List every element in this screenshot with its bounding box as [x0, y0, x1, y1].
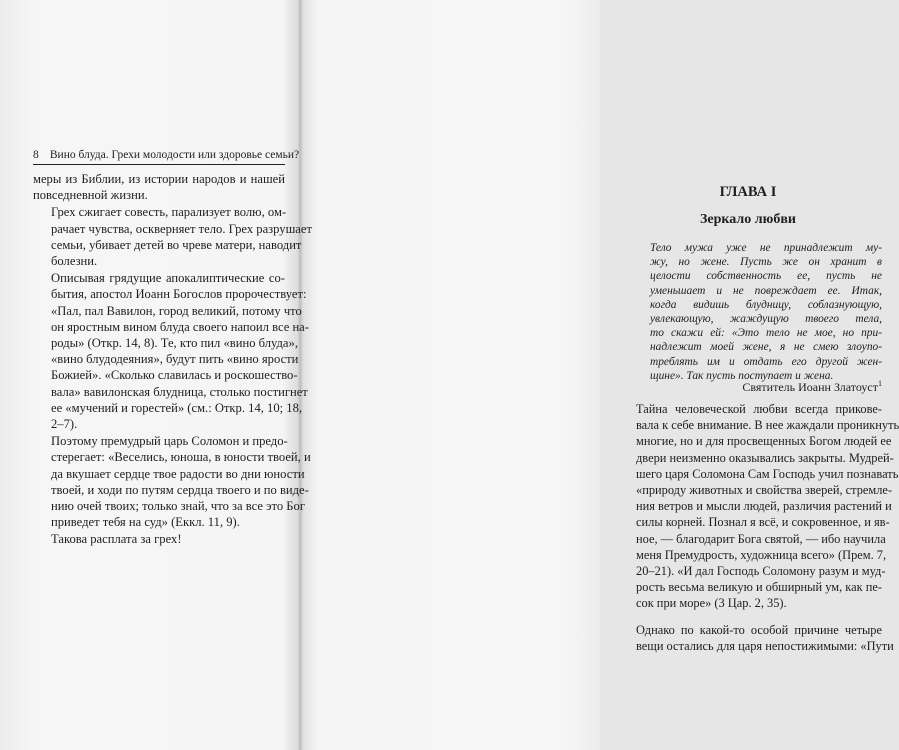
text-line: Однако по какой-то особой причине четыре — [636, 622, 882, 637]
attribution-author: Святитель Иоанн Златоуст — [742, 380, 878, 394]
epigraph-line: когда видишь блудницу, соблазнующую, — [650, 298, 882, 311]
text-line: меры из Библии, из истории народов и нашей — [33, 172, 285, 186]
left-text-block — [33, 171, 312, 549]
paragraph — [33, 531, 285, 547]
text-line: повседневной жизни. — [33, 188, 148, 203]
text-line: «Пал, пал Вавилон, город великий, потому что — [51, 303, 302, 318]
running-head-title: Вино блуда. Грехи молодости или здоровье семьи? — [49, 149, 300, 161]
epigraph-line: то скажи ей: «Это тело не мое, но при- — [650, 327, 882, 340]
text-line: шего царя Соломона Сам Господь учил познавать — [636, 466, 899, 481]
text-line: двери неизменно оказывались закрыты. Мудрей- — [636, 450, 894, 465]
text-line: семьи, убивает детей во чреве матери, наводит — [51, 237, 302, 252]
epigraph-line: Тело мужа уже не принадлежит му- — [650, 242, 882, 254]
text-line: силы корней. Познал я всё, и сокровенное, и яв- — [636, 515, 890, 530]
text-line: вещи остались для царя непостижимыми: «Пути — [636, 638, 894, 653]
text-line: Описывая грядущие апокалиптические со- — [51, 271, 285, 286]
text-line: нию очей твоих; только знай, что за все это Бог — [51, 499, 305, 514]
text-line: болезни. — [51, 254, 98, 269]
text-line: ее «мучений и горестей» (см.: Откр. 14, 10; 18, — [51, 400, 303, 415]
chapter-label: ГЛАВА I — [719, 184, 777, 200]
epigraph-line: жу, но жене. Пусть же он хранит в — [650, 256, 882, 269]
paragraph — [33, 204, 312, 269]
text-line: твоей, и ходи по путям сердца твоего и по виде- — [51, 482, 309, 497]
text-line: сок при море» (3 Цар. 2, 35). — [636, 596, 787, 611]
paragraph — [33, 171, 285, 203]
epigraph-attribution — [618, 379, 882, 395]
epigraph-line: щине». Так пусть поступает и жена. — [650, 369, 834, 382]
footnote-mark: 1 — [878, 379, 882, 388]
paragraph — [33, 270, 309, 432]
paragraph — [618, 401, 899, 612]
text-line: Тайна человеческой любви всегда прикове- — [636, 402, 882, 416]
epigraph-line: увлекающую, жаждущую твоего тела, — [650, 313, 882, 326]
text-line: роды» (Откр. 14, 8). Те, кто пил «вино блуда», — [51, 336, 298, 351]
text-line: стерегает: «Веселись, юноша, в юности твоей, и — [51, 450, 311, 465]
chapter-title: Зеркало любви — [700, 212, 796, 227]
epigraph-line: надлежит моей жене, я не смею злоупо- — [650, 341, 882, 354]
text-line: бытия, апостол Иоанн Богослов пророчествует: — [51, 287, 307, 302]
text-line: приведет тебя на суд» (Еккл. 11, 9). — [51, 515, 240, 530]
text-line: ное, — благодарит Бога святой, — ибо научила — [636, 531, 886, 546]
text-line: Грех сжигает совесть, парализует волю, ом- — [51, 205, 287, 220]
text-line: вала к себе внимание. В нее жаждали проникнуть — [636, 418, 899, 433]
text-line: Такова расплата за грех! — [51, 532, 182, 547]
right-page — [300, 0, 899, 750]
left-page — [0, 0, 312, 750]
text-line: рачает чувства, оскверняет тело. Грех разрушает — [51, 221, 312, 236]
epigraph-line: целости собственность ее, пусть не — [650, 270, 882, 283]
text-line: рость весьма великую и обширный ум, как пе- — [636, 580, 882, 595]
epigraph — [650, 241, 882, 383]
text-line: 2–7). — [51, 417, 78, 432]
epigraph-line: уменьшает и не повреждает ее. Итак, — [650, 284, 882, 297]
text-line: «вино блудодеяния», будут пить «вино ярости — [51, 352, 299, 367]
text-line: вала» вавилонская блудница, столько постигнет — [51, 384, 308, 399]
text-line: многие, но и для просвещенных Богом людей ее — [636, 434, 892, 449]
epigraph-line: треблять им и отдать его другой жен- — [650, 355, 882, 368]
text-line: да вкушает сердце твое радости во дни юности — [51, 466, 305, 481]
text-line: Поэтому премудрый царь Соломон и предо- — [51, 434, 288, 449]
text-line: меня Премудрость, художница всего» (Прем. 7, — [636, 547, 887, 562]
text-line: он яростным вином блуда своего напоил все на- — [51, 319, 309, 334]
text-line: 20–21). «И дал Господь Соломону разум и муд- — [636, 564, 886, 579]
text-line: ния ветров и мысли людей, различия растений и — [636, 499, 892, 514]
text-line: Божией». «Сколько славилась и роскошество- — [51, 368, 298, 383]
running-head — [33, 148, 300, 165]
paragraph — [618, 622, 894, 654]
page-number: 8 — [33, 149, 39, 161]
text-line: «природу животных и свойства зверей, стремле- — [636, 483, 893, 498]
paragraph — [33, 433, 311, 530]
right-text-block — [618, 401, 899, 655]
